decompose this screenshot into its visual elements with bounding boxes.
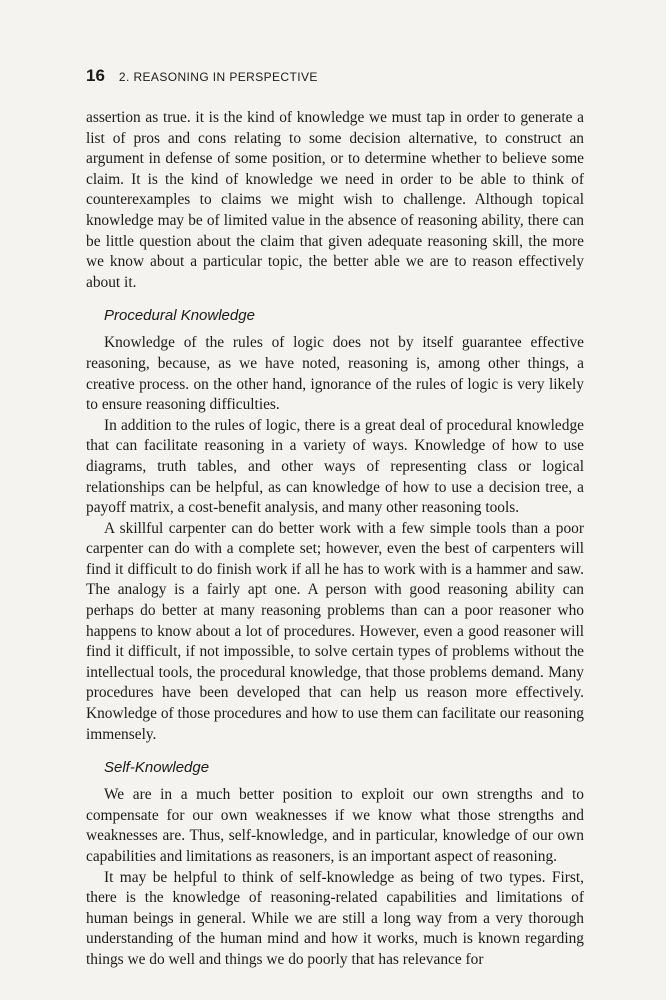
paragraph-strengths-weaknesses: We are in a much better position to exploit our own strengths and to compensate for our own weaknesses if we know what those strengths and weaknesses are. Thus, self-knowledge, and in particular, knowledge of our own capabilities and limitations as reasoners, is an important aspect of reasoning. — [86, 786, 584, 865]
paragraph-carpenter-analogy: A skillful carpenter can do better work with a few simple tools than a poor carpenter can do with a complete set; however, even the best of carpenters will find it difficult to do finish work if all he has to work with is a hammer and saw. The analogy is a fairly apt one. A person with good reasoning ability can perhaps do better at many reasoning problems than can a poor reasoner who happens to know about a lot of procedures. However, even a good reasoner will find it difficult, if not impossible, to solve certain types of problems without the intellectual tools, the procedural knowledge, that those problems demand. Many procedures have been developed that can help us reason more effectively. Knowledge of those procedures and how to use them can facilitate our reasoning immensely. — [86, 519, 584, 743]
running-head — [86, 66, 584, 86]
paragraph-two-types: It may be helpful to think of self-knowledge as being of two types. First, there is the knowledge of reasoning-related capabilities and limitations of human beings in general. While we are still a long way from a very thorough understanding of the human mind and how it works, much is known regarding things we do well and things we do poorly that has relevance for — [86, 868, 584, 968]
running-title: 2. REASONING IN PERSPECTIVE — [118, 70, 318, 84]
paragraph-procedural-tools: In addition to the rules of logic, there is a great deal of procedural knowledge that can facilitate reasoning in a variety of ways. Knowledge of how to use diagrams, truth tables, and other ways of representing class or logical relationships can be helpful, as can knowledge of how to use a decision tree, a payoff matrix, a cost-benefit analysis, and many other reasoning tools. — [86, 416, 584, 517]
paragraph-topical-knowledge-end: assertion as true. it is the kind of knowledge we must tap in order to generate a list of pros and cons relating to some decision alternative, to construct an argument in defense of some position, or to determine whether to believe some claim. It is the kind of knowledge we need in order to be able to think of counterexamples to claims we might wish to challenge. Although topical knowledge may be of limited value in the absence of reasoning ability, there can be little question about the claim that given adequate reasoning skill, the more we know about a particular topic, the better able we are to reason effectively about it. — [86, 109, 584, 291]
paragraph-rules-of-logic: Knowledge of the rules of logic does not by itself guarantee effective reasoning, because, as we have noted, reasoning is, among other things, a creative process. on the other hand, ignorance of the rules of logic is very likely to ensure reasoning difficulties. — [86, 334, 584, 414]
section-heading-self-knowledge: Self-Knowledge — [104, 759, 210, 777]
section-heading-procedural-knowledge: Procedural Knowledge — [104, 307, 255, 325]
page-number: 16 — [86, 66, 105, 85]
